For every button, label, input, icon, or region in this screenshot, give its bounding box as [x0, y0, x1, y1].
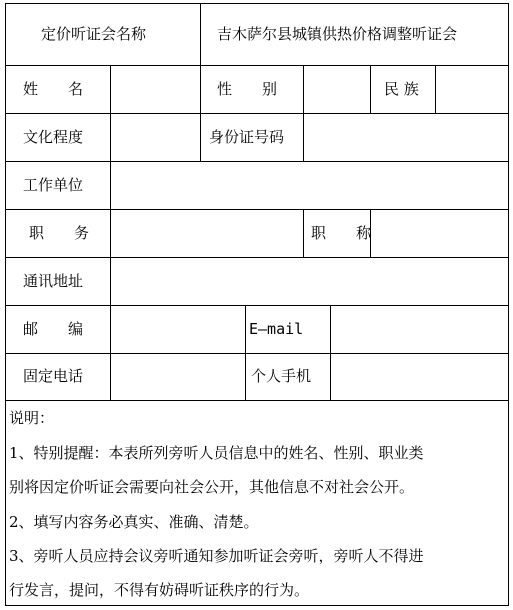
column-divider [303, 209, 304, 258]
email-label: E—mail [249, 320, 304, 338]
title-label: 职 称 [311, 224, 372, 242]
postal-code-field[interactable] [111, 306, 245, 353]
notes-section [9, 401, 505, 605]
mobile-label: 个人手机 [251, 367, 312, 385]
border-bottom [5, 605, 509, 606]
name-label: 姓 名 [23, 80, 84, 98]
notes-item-2: 2、填写内容务必真实、准确、清楚。 [9, 513, 259, 531]
postal-code-label: 邮 编 [23, 320, 84, 338]
notes-item-3-line-1: 3、旁听人员应持会议旁听通知参加听证会旁听，旁听人不得进 [9, 547, 424, 565]
hearing-name-value: 吉木萨尔县城镇供热价格调整听证会 [217, 25, 458, 43]
hearing-attendee-registration-form [5, 3, 509, 606]
position-field[interactable] [111, 210, 303, 257]
position-label: 职 务 [29, 224, 90, 242]
address-field[interactable] [111, 258, 508, 305]
address-label: 通讯地址 [23, 272, 84, 290]
hearing-name-label: 定价听证会名称 [41, 25, 147, 43]
ethnicity-field[interactable] [436, 66, 508, 113]
column-divider [200, 3, 201, 66]
education-field[interactable] [111, 114, 200, 161]
column-divider [370, 65, 371, 114]
border-top [5, 3, 509, 4]
employer-label: 工作单位 [23, 176, 84, 194]
mobile-field[interactable] [331, 354, 508, 400]
row-divider [5, 65, 509, 66]
notes-item-1-line-1: 1、特别提醒：本表所列旁听人员信息中的姓名、性别、职业类 [9, 444, 424, 462]
notes-item-1-line-2: 别将因定价听证会需要向社会公开，其他信息不对社会公开。 [9, 478, 415, 496]
landline-label: 固定电话 [23, 367, 84, 385]
column-divider [245, 305, 246, 401]
gender-label: 性 别 [217, 80, 278, 98]
education-label: 文化程度 [23, 128, 84, 146]
email-field[interactable] [331, 306, 508, 353]
column-divider [200, 65, 201, 162]
notes-item-3-line-2: 行发言，提问，不得有妨碍听证秩序的行为。 [9, 581, 310, 599]
id-number-label: 身份证号码 [209, 128, 285, 146]
name-field[interactable] [111, 66, 200, 113]
notes-heading: 说明： [9, 409, 55, 427]
id-number-field[interactable] [304, 114, 508, 161]
gender-field[interactable] [304, 66, 370, 113]
employer-field[interactable] [111, 162, 508, 209]
ethnicity-label: 民 族 [384, 80, 419, 98]
title-field[interactable] [371, 210, 508, 257]
landline-field[interactable] [111, 354, 245, 400]
